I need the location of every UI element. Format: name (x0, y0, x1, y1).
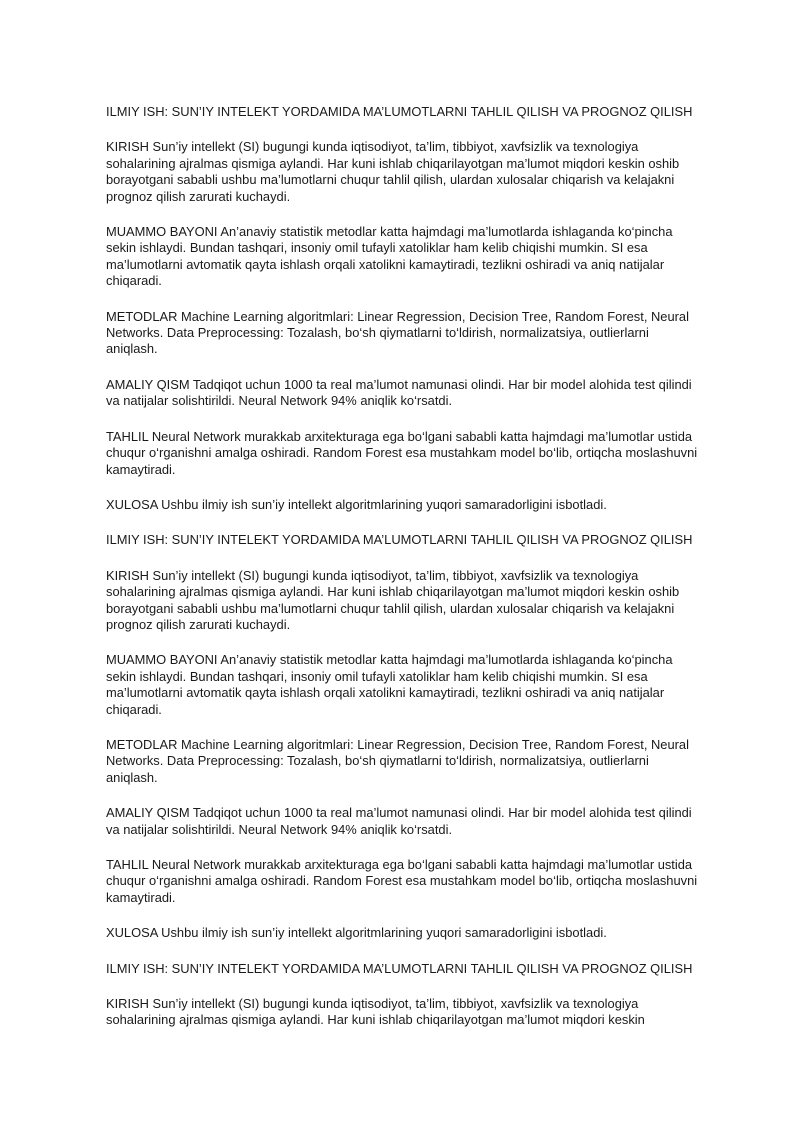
section-metodlar: METODLAR Machine Learning algoritmlari: Linear Regression, Decision Tree, Random Forest, Neural Networks. Data Preprocessing: Tozalash, bo‘sh qiymatlarni to‘ldirish, normalizatsiya, outlierlarni aniqlash. (106, 308, 689, 357)
section-muammo-bayoni: MUAMMO BAYONI An’anaviy statistik metodlar katta hajmdagi ma’lumotlarda ishlaganda ko‘pincha sekin ishlaydi. Bundan tashqari, insoniy omil tufayli xatoliklar ham kelib chiqishi mumkin. SI esa ma’lumotlarni avtomatik qayta ishlash orqali xatolikni kamaytiradi, tezlikni oshiradi va aniq natijalar chiqaradi. (106, 224, 673, 289)
section-xulosa: XULOSA Ushbu ilmiy ish sun’iy intellekt algoritmlarining yuqori samaradorligini isbotladi. (106, 496, 607, 512)
section-amaliy-qism: AMALIY QISM Tadqiqot uchun 1000 ta real ma’lumot namunasi olindi. Har bir model alohida test qilindi va natijalar solishtirildi. Neural Network 94% aniqlik ko‘rsatdi. (106, 376, 692, 409)
section-kirish: KIRISH Sun’iy intellekt (SI) bugungi kunda iqtisodiyot, ta’lim, tibbiyot, xavfsizlik va texnologiya sohalarining ajralmas qismiga aylandi. Har kuni ishlab chiqarilayotgan ma’lumot miqdori keskin oshib borayotgani sababli ushbu ma’lumotlarni chuqur tahlil qilish, ulardan xulosalar chiqarish va kelajakni prognoz qilish zarurati kuchaydi. (106, 139, 680, 204)
heading-title: ILMIY ISH: SUN’IY INTELEKT YORDAMIDA MA’LUMOTLARNI TAHLIL QILISH VA PROGNOZ QILISH (106, 104, 693, 119)
heading-title: ILMIY ISH: SUN’IY INTELEKT YORDAMIDA MA’LUMOTLARNI TAHLIL QILISH VA PROGNOZ QILISH (106, 960, 693, 976)
section-kirish: KIRISH Sun’iy intellekt (SI) bugungi kunda iqtisodiyot, ta’lim, tibbiyot, xavfsizlik va texnologiya sohalarining ajralmas qismiga aylandi. Har kuni ishlab chiqarilayotgan ma’lumot miqdori keskin (106, 996, 645, 1028)
section-tahlil: TAHLIL Neural Network murakkab arxitekturaga ega bo‘lgani sababli katta hajmdagi ma’lumotlar ustida chuqur o‘rganishni amalga oshiradi. Random Forest esa mustahkam model bo‘lib, ortiqcha moslashuvni kamaytiradi. (106, 428, 698, 477)
section-muammo-bayoni: MUAMMO BAYONI An’anaviy statistik metodlar katta hajmdagi ma’lumotlarda ishlaganda ko‘pincha sekin ishlaydi. Bundan tashqari, insoniy omil tufayli xatoliklar ham kelib chiqishi mumkin. SI esa ma’lumotlarni avtomatik qayta ishlash orqali xatolikni kamaytiradi, tezlikni oshiradi va aniq natijalar chiqaradi. (106, 652, 673, 717)
section-metodlar: METODLAR Machine Learning algoritmlari: Linear Regression, Decision Tree, Random Forest, Neural Networks. Data Preprocessing: Tozalash, bo‘sh qiymatlarni to‘ldirish, normalizatsiya, outlierlarni aniqlash. (106, 736, 689, 785)
document-page (106, 104, 698, 1048)
section-amaliy-qism: AMALIY QISM Tadqiqot uchun 1000 ta real ma’lumot namunasi olindi. Har bir model alohida test qilindi va natijalar solishtirildi. Neural Network 94% aniqlik ko‘rsatdi. (106, 805, 692, 837)
section-tahlil: TAHLIL Neural Network murakkab arxitekturaga ega bo‘lgani sababli katta hajmdagi ma’lumotlar ustida chuqur o‘rganishni amalga oshiradi. Random Forest esa mustahkam model bo‘lib, ortiqcha moslashuvni kamaytiradi. (106, 857, 698, 905)
section-xulosa: XULOSA Ushbu ilmiy ish sun’iy intellekt algoritmlarining yuqori samaradorligini isbotladi. (106, 925, 607, 941)
section-kirish: KIRISH Sun’iy intellekt (SI) bugungi kunda iqtisodiyot, ta’lim, tibbiyot, xavfsizlik va texnologiya sohalarining ajralmas qismiga aylandi. Har kuni ishlab chiqarilayotgan ma’lumot miqdori keskin oshib borayotgani sababli ushbu ma’lumotlarni chuqur tahlil qilish, ulardan xulosalar chiqarish va kelajakni prognoz qilish zarurati kuchaydi. (106, 567, 680, 632)
heading-title: ILMIY ISH: SUN’IY INTELEKT YORDAMIDA MA’LUMOTLARNI TAHLIL QILISH VA PROGNOZ QILISH (106, 532, 693, 548)
